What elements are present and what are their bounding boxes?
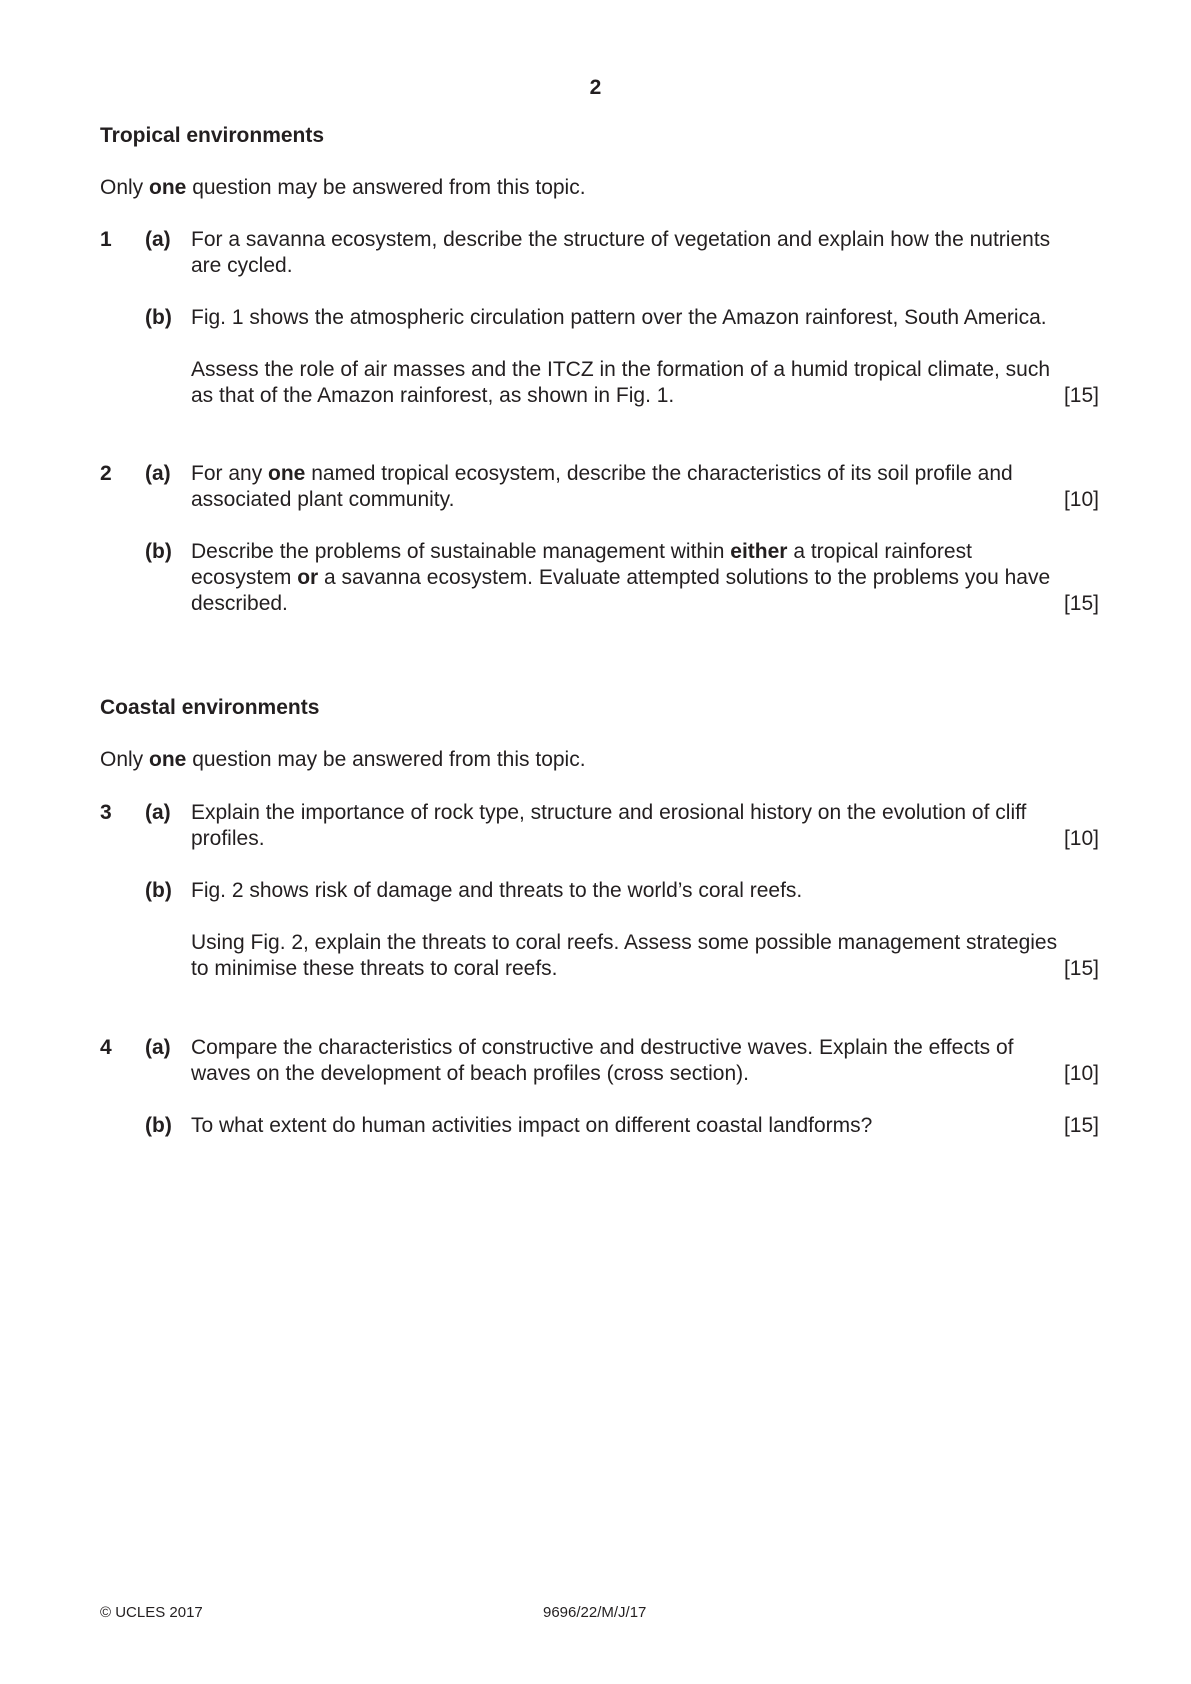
- question-1a-label: (a): [145, 228, 171, 251]
- question-1b-label: (b): [145, 306, 172, 329]
- question-4b-text: To what extent do human activities impact on different coastal landforms? [15]: [191, 1114, 1099, 1137]
- section-intro-coastal: Only one question may be answered from this topic.: [100, 748, 586, 771]
- question-number-3: 3: [100, 801, 112, 824]
- marks-4a: [10]: [1063, 1062, 1099, 1085]
- question-4a-label: (a): [145, 1036, 171, 1059]
- question-2a-text: For any one named tropical ecosystem, describe the characteristics of its soil profile and associated plant community. [10]: [191, 462, 1099, 511]
- section-heading-coastal: Coastal environments: [100, 696, 320, 719]
- question-2b-text: Describe the problems of sustainable management within either a tropical rainforest ecosystem or a savanna ecosystem. Evaluate attempted solutions to the problems you have described. [15]: [191, 540, 1099, 615]
- page-number: 2: [589, 76, 602, 99]
- question-2a-label: (a): [145, 462, 171, 485]
- question-4a-text: Compare the characteristics of constructive and destructive waves. Explain the effects of waves on the development of beach profiles (cross section). [10]: [191, 1036, 1099, 1085]
- question-1a-text: For a savanna ecosystem, describe the structure of vegetation and explain how the nutrients are cycled.: [191, 228, 1051, 277]
- question-number-4: 4: [100, 1036, 112, 1059]
- footer-copyright: © UCLES 2017: [100, 1604, 203, 1621]
- question-1b-text: Assess the role of air masses and the ITCZ in the formation of a humid tropical climate, such as that of the Amazon rainforest, as shown in Fig. 1. [15]: [191, 358, 1099, 407]
- section-intro-tropical: Only one question may be answered from this topic.: [100, 176, 586, 199]
- question-number-2: 2: [100, 462, 112, 485]
- marks-4b: [15]: [1063, 1114, 1099, 1137]
- question-3a-text: Explain the importance of rock type, structure and erosional history on the evolution of cliff profiles. [10]: [191, 801, 1099, 850]
- question-3b-text: Using Fig. 2, explain the threats to coral reefs. Assess some possible management strategies to minimise these threats to coral reefs. [15]: [191, 931, 1099, 980]
- section-heading-tropical: Tropical environments: [100, 124, 325, 147]
- marks-3a: [10]: [1063, 827, 1099, 850]
- question-4b-label: (b): [145, 1114, 172, 1137]
- footer-paper-code: 9696/22/M/J/17: [543, 1604, 647, 1621]
- question-3a-label: (a): [145, 801, 171, 824]
- marks-2b: [15]: [1063, 592, 1099, 615]
- question-3b-label: (b): [145, 879, 172, 902]
- question-3b-intro: Fig. 2 shows risk of damage and threats to the world’s coral reefs.: [191, 879, 803, 902]
- question-number-1: 1: [100, 228, 112, 251]
- question-2b-label: (b): [145, 540, 172, 563]
- marks-2a: [10]: [1063, 488, 1099, 511]
- marks-3b: [15]: [1063, 957, 1099, 980]
- marks-1b: [15]: [1063, 384, 1099, 407]
- question-1b-intro: Fig. 1 shows the atmospheric circulation pattern over the Amazon rainforest, South America.: [191, 306, 1047, 329]
